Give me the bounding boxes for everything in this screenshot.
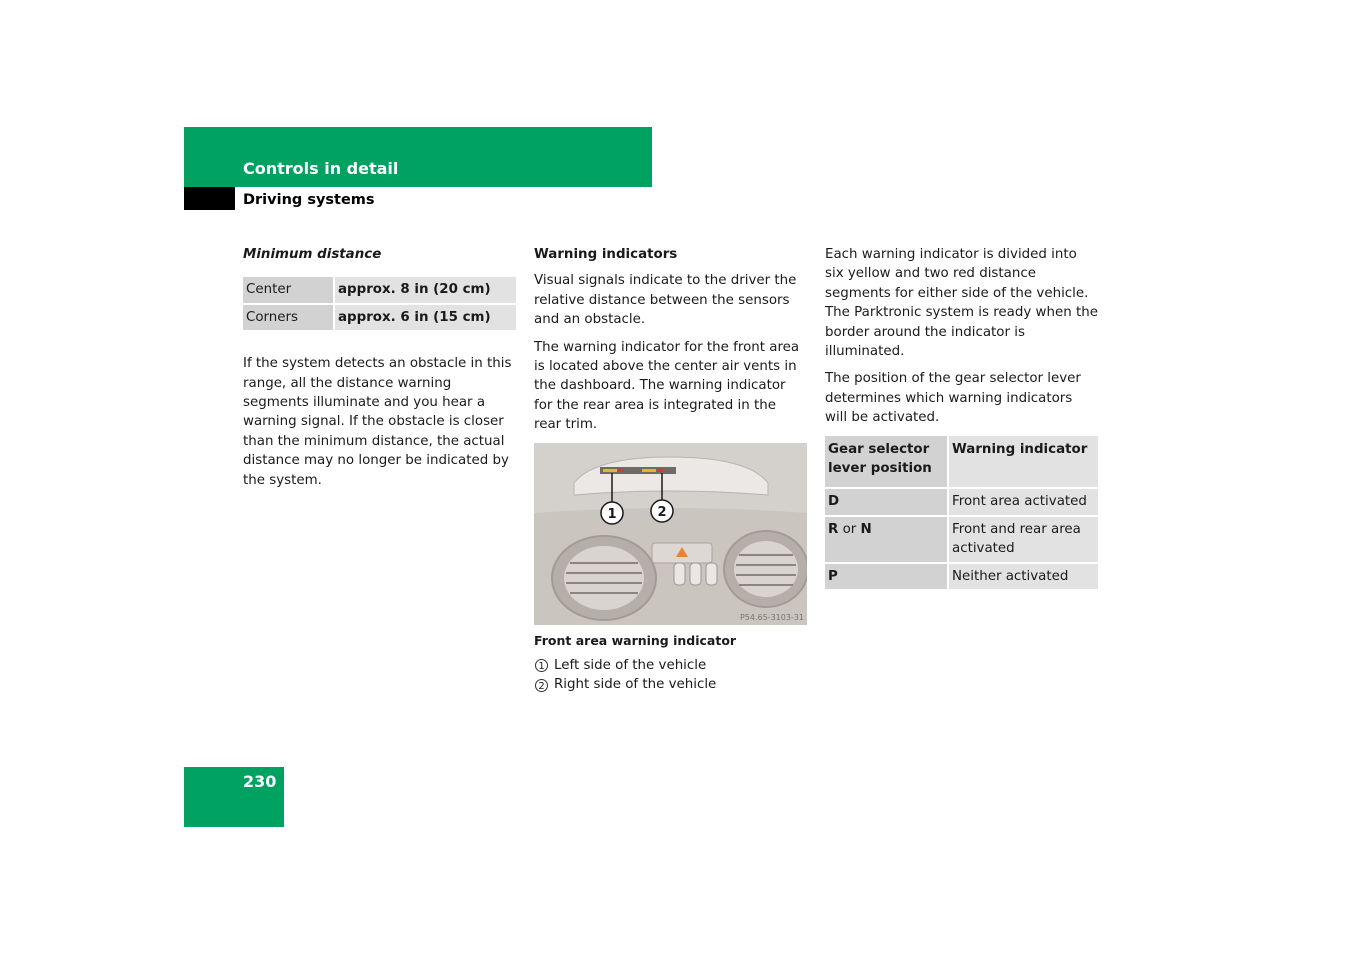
table-cell-position [825, 517, 947, 564]
right-air-vent-inner [734, 541, 798, 597]
table-cell-value: approx. 8 in (20 cm) [333, 277, 516, 304]
left-air-vent-inner [564, 546, 644, 610]
body-paragraph: Visual signals indicate to the driver the relative distance between the sensors and an obstacle. [534, 273, 797, 328]
section-title: Controls in detail [243, 159, 399, 178]
subsection-title: Driving systems [243, 192, 375, 208]
section-tab-marker [184, 187, 235, 210]
table-cell-indicator: Neither activated [947, 564, 1098, 591]
dashboard-photo [534, 443, 807, 625]
table-cell-position [825, 489, 947, 516]
table-row [243, 305, 516, 332]
gear-or-text: or [838, 521, 861, 537]
page-number: 230 [243, 772, 277, 791]
table-row [825, 489, 1098, 516]
gear-letter: D [828, 494, 840, 510]
indicator-segment-red [618, 469, 624, 472]
center-buttons [674, 563, 717, 585]
minimum-distance-table [243, 277, 516, 332]
table-row [825, 564, 1098, 591]
table-row [825, 517, 1098, 564]
gear-letter: N [860, 521, 872, 537]
body-paragraph: The position of the gear selector lever determines which warning indicators will be activated. [825, 371, 1081, 426]
table-cell-label: Center [243, 277, 333, 304]
table-cell-value: approx. 6 in (15 cm) [333, 305, 516, 332]
gear-selector-table [825, 436, 1098, 591]
callout-1-marker [601, 502, 623, 524]
indicator-segment-red [657, 469, 663, 472]
table-cell-label: Corners [243, 305, 333, 332]
gear-letter: R [828, 521, 839, 537]
column-2 [534, 245, 807, 695]
image-code-label: P54.65-3103-31 [739, 612, 804, 622]
legend-number: 2 [535, 679, 548, 692]
table-cell-position [825, 564, 947, 591]
callout-2-label: 2 [657, 504, 667, 520]
legend-text: Left side of the vehicle [554, 658, 707, 674]
dashboard-illustration [534, 443, 807, 625]
column-3 [825, 245, 1098, 591]
table-header-row [825, 436, 1098, 490]
obstacle-paragraph: If the system detects an obstacle in this range, all the distance warning segments illuminate and you hear a warning signal. If the obstacle is closer than the minimum distance, the actual distance may no longer be indicated by the system. [243, 356, 512, 488]
table-cell-indicator: Front area activated [947, 489, 1098, 516]
legend-text: Right side of the vehicle [554, 677, 717, 693]
body-paragraph: The warning indicator for the front area is located above the center air vents in the dashboard. The warning indicator for the rear area is integrated in the rear trim. [534, 339, 800, 433]
callout-2-marker [651, 500, 673, 522]
table-header-cell: Warning indicator [947, 436, 1098, 490]
legend-number: 1 [535, 659, 548, 672]
body-paragraph: Each warning indicator is divided into six yellow and two red distance segments for either side of the vehicle. The Parktronic system is ready when the border around the indicator is illuminated. [825, 247, 1098, 360]
legend-item [534, 675, 807, 694]
photo-caption: Front area warning indicator [534, 632, 737, 648]
legend-item [534, 656, 807, 675]
table-cell-indicator: Front and rear area activated [947, 517, 1098, 564]
gear-letter: P [828, 568, 838, 584]
table-row [243, 277, 516, 304]
indicator-segment-yellow [603, 469, 617, 472]
indicator-segment-yellow [642, 469, 656, 472]
warning-indicators-heading: Warning indicators [534, 247, 678, 262]
table-header-cell: Gear selector lever position [825, 436, 947, 490]
column-1 [243, 245, 516, 498]
minimum-distance-heading: Minimum distance [243, 247, 382, 262]
callout-1-label: 1 [607, 506, 617, 522]
